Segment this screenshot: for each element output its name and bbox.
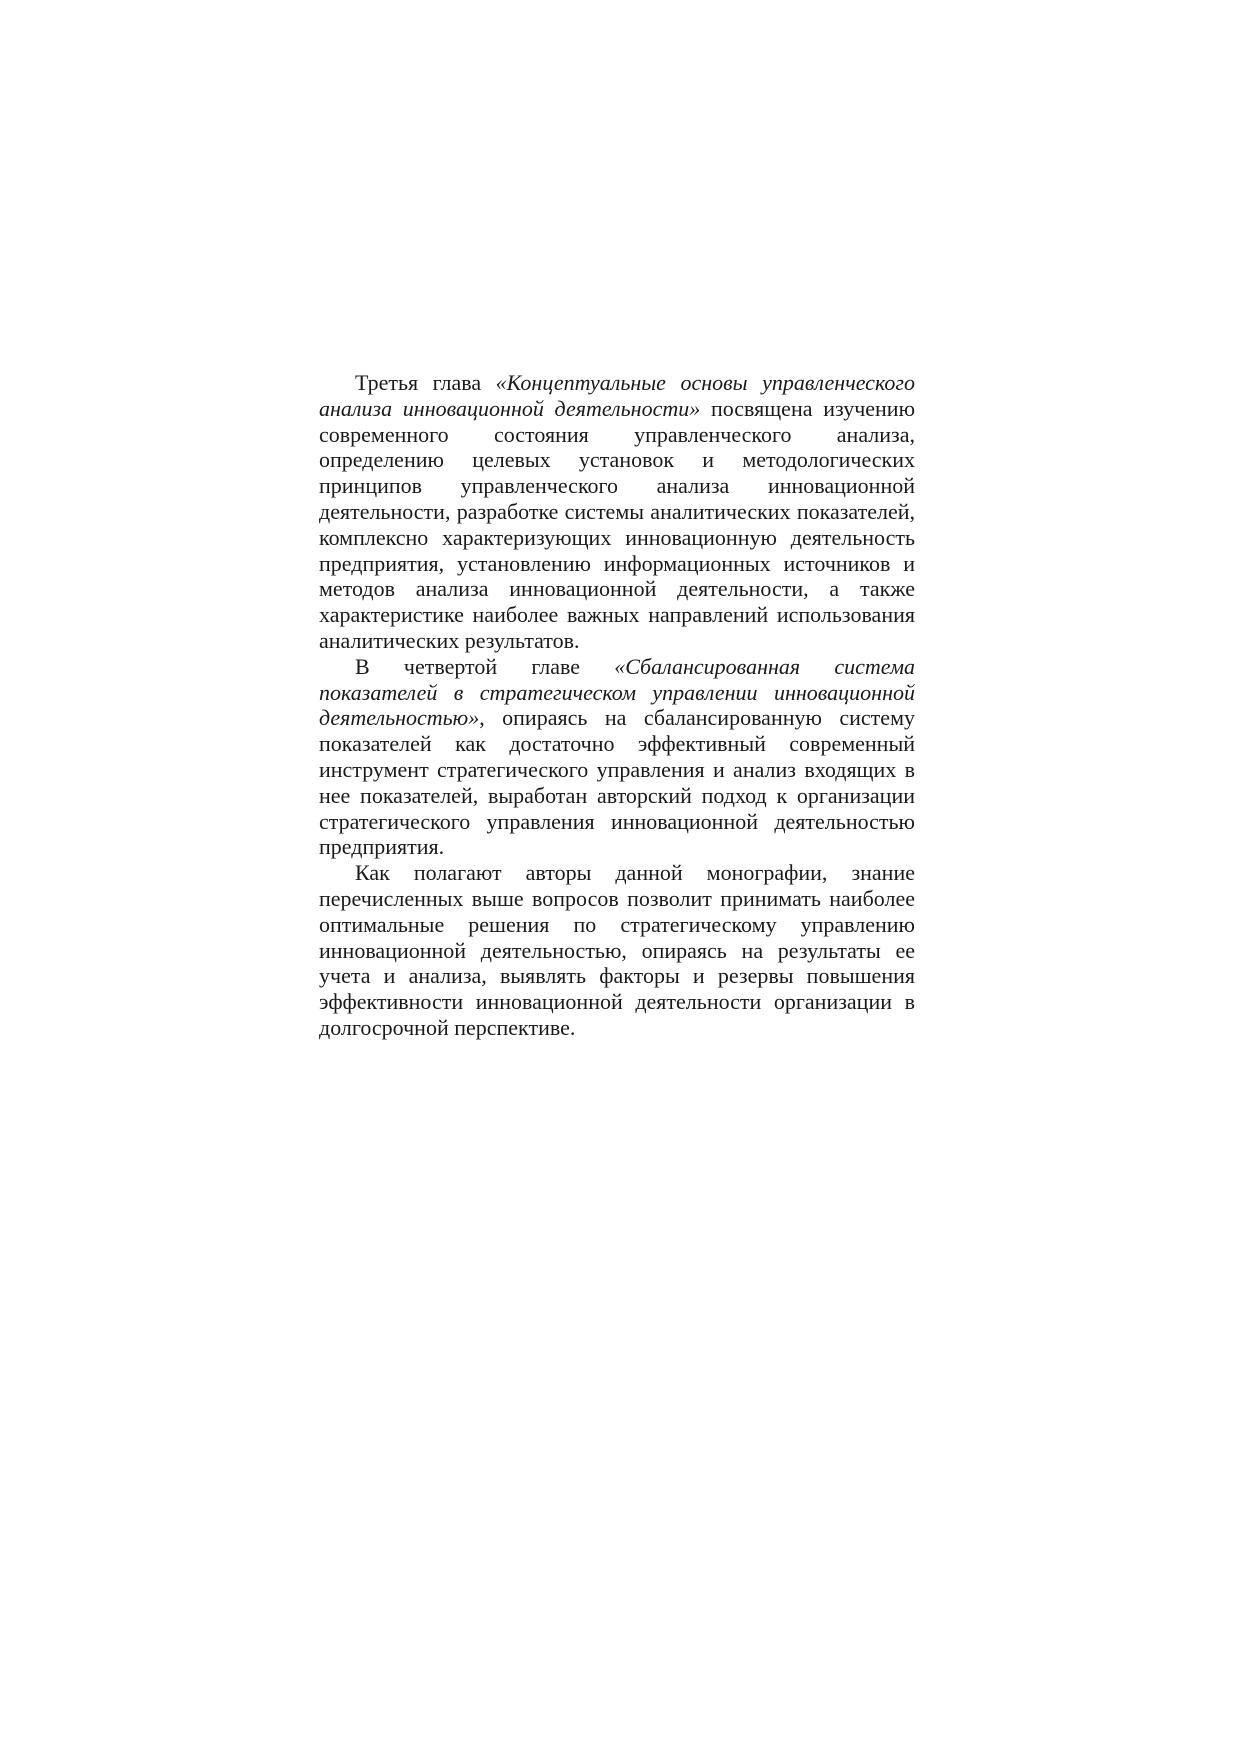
paragraph-lead: В четвертой главе <box>355 653 615 679</box>
paragraph-body: , опираясь на сбалансированную систему показателей как достаточно эффективный современный инструмент стратегического управления и анализ входящих в нее показателей, выработан авторский подход к организации стратегического управления инновационной деятельностью предприятия. <box>319 705 915 860</box>
chapter-title: «Сбалансированная система показателей в стратегическом управлении инновационной деятельностью» <box>319 653 915 731</box>
paragraph-lead: Третья глава <box>355 370 496 395</box>
chapter-title: «Концептуальные основы управленческого анализа инновационной деятельности» <box>319 370 915 421</box>
body-text <box>319 370 915 1041</box>
paragraph-chapter-four <box>319 654 915 860</box>
paragraph-body: посвящена изучению современного состояния управленческого анализа, определению целевых установок и методологических принципов управленческого анализа инновационной деятельности, разработке системы аналитических показателей, комплексно характеризующих инновационную деятельность предприятия, установлению информационных источников и методов анализа инновационной деятельности, а также характеристике наиболее важных направлений использования аналитических результатов. <box>319 395 916 653</box>
paragraph-chapter-three <box>319 370 915 654</box>
paragraph-conclusion: Как полагают авторы данной монографии, знание перечисленных выше вопросов позволит принимать наиболее оптимальные решения по стратегическому управлению инновационной деятельностью, опираясь на результаты ее учета и анализа, выявлять факторы и резервы повышения эффективности инновационной деятельности организации в долгосрочной перспективе. <box>319 860 915 1040</box>
